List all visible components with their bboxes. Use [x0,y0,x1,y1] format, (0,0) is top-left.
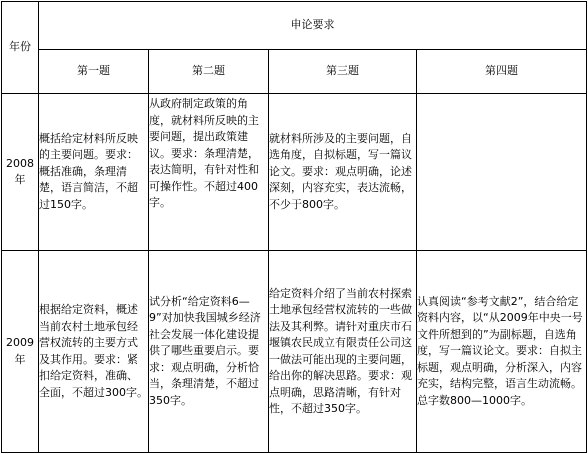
column-header-q1: 第一题 [39,50,149,94]
table-row [2,94,587,251]
table-row [2,251,587,453]
requirement-text: 试分析“给定资料6—9”对加快我国城乡经济社会发展一体化建设提供了哪些重要启示。要求：观点明确，分析恰当，条理清楚，不超过350字。 [149,294,261,407]
requirement-text: 就材料所涉及的主要问题，自选角度，自拟标题，写一篇议论文。要求：观点明确，论述深刻，内容充实，表达流畅，不少于800字。 [269,131,412,211]
requirement-cell [39,251,149,453]
requirement-cell [269,94,417,251]
requirement-cell [269,251,417,453]
column-header-q3: 第三题 [269,50,417,94]
column-header-q4: 第四题 [417,50,587,94]
column-header-q2: 第二题 [149,50,269,94]
year-cell: 2009年 [2,251,39,453]
requirement-text: 认真阅读“参考文献2”，结合给定资料内容，以“从2009年中央一号文件所想到的”为副标题，自选角度，写一篇议论文。要求：自拟主标题，观点明确，分析深入，内容充实，结构完整，语言生动流畅。总字数800—1000字。 [417,294,583,407]
group-header: 申论要求 [39,2,587,50]
requirement-cell [149,251,269,453]
requirement-cell [149,94,269,251]
requirement-cell [417,251,587,453]
requirement-text: 概括给定材料所反映的主要问题。要求：概括准确，条理清楚，语言简洁，不超过150字。 [39,131,138,211]
requirement-text: 从政府制定政策的角度，就材料所反映的主要问题，提出政策建议。要求：条理清楚，表达简明，有针对性和可操作性。不超过400字。 [149,97,259,209]
exam-requirements-table [1,1,587,453]
requirement-cell-empty [417,94,587,251]
year-header: 年份 [2,2,39,94]
requirement-text: 根据给定资料，概述当前农村土地承包经营权流转的主要方式及其作用。要求：紧扣给定资料，准确、全面，不超过300字。 [39,303,148,399]
requirement-cell [39,94,149,251]
requirement-text: 给定资料介绍了当前农村探索土地承包经营权流转的一些做法及其利弊。请针对重庆市石堰镇农民成立有限责任公司这一做法可能出现的主要问题，给出你的解决思路。要求：观点明确，思路清晰，有针对性，不超过350字。 [269,286,412,415]
year-cell: 2008年 [2,94,39,251]
